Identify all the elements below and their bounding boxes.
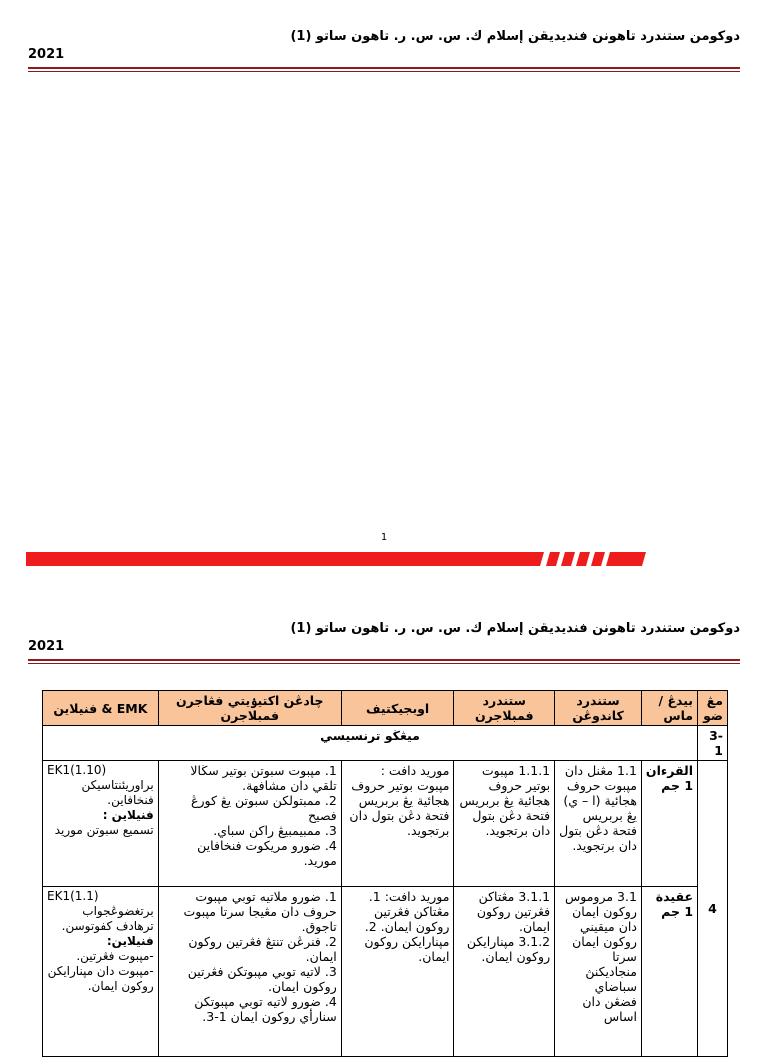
header-rule	[28, 659, 740, 661]
row-objective: موريد دافت : مڽبوت بوتير حروف هجائية يڠ بربريس فتحة دڠن بتول دان برتجويد.	[341, 761, 454, 887]
document-title: دوكومن ستندرد تاهونن فنديديقن إسلام ك. س. س. ر. تاهون ساتو (1)	[290, 621, 740, 636]
page-header	[28, 28, 740, 72]
col-objective: اوبجيكتيف	[341, 691, 454, 726]
header-rule-thin	[28, 71, 740, 72]
row-content-standard: 1.1 مڠنل دان مڽبوت حروف هجائية (ا – ي) يڠ بربريس فتحة دڠن بتول دان برتجويد.	[555, 761, 642, 887]
col-week: مڠ ضو	[698, 691, 728, 726]
row-activities: 1. مڽبوت سبوتن بوتير سڬالا تلقي دان مشافهة. 2. ممبتولكن سبوتن يڠ كورڠ فصيح 3. ممبيمبيڠ راكن سباي. 4. ضورو مريكوت فنخافاين موريد.	[158, 761, 341, 887]
page-footer-band	[26, 552, 646, 566]
row-unit: عقيدة 1 جم	[641, 887, 697, 1057]
row-objective: موريد دافت: 1. مڠتاكن فڠرتين روكون ايمان. 2. مڽنارايكن روكون ايمان.	[341, 887, 454, 1057]
col-learning-standard: ستندرد فمبلاجرن	[454, 691, 555, 726]
page-header-2	[28, 620, 740, 664]
lesson-plan-table	[42, 690, 728, 1057]
header-rule	[28, 67, 740, 69]
row-emk: EK1(1.1) برتغضوڠجواب ترهادف كفوتوسن. فنيلاين: -مڽبوت فڠرتين. -مڽبوت دان مڽنارايكن روكون ايمان.	[43, 887, 159, 1057]
document-title: دوكومن ستندرد تاهونن فنديديقن إسلام ك. س. س. ر. تاهون ساتو (1)	[290, 29, 740, 44]
transition-label: ميڠڬو ترنسيسي	[43, 726, 698, 761]
week-number: 4	[698, 761, 728, 1057]
row-learning-standard: 3.1.1 مڠتاكن فڠرتين روكون ايمان. 3.1.2 مڽنارايكن روكون ايمان.	[454, 887, 555, 1057]
table-row	[43, 887, 728, 1057]
row-emk: EK1(1.10) براوريئنتاسيكن فنخافاين. فنيلاين : تسميع سبوتن موريد	[43, 761, 159, 887]
col-emk: EMK & فنيلاين	[43, 691, 159, 726]
col-unit: بيدڠ / ماس	[641, 691, 697, 726]
col-activities: چادڠن اكتيۏيتي فڠاجرن فمبلاجرن	[158, 691, 341, 726]
header-rule-thin	[28, 663, 740, 664]
table-header-row	[43, 691, 728, 726]
row-activities: 1. ضورو ملاتيه توبي مڽبوت حروف دان مڠيجا سرتا مڽبوت تاجوق. 2. فنرڠن تنتڠ فڠرتين روكون ايمان. 3. لاتيه توبي مڽبوتكن فڠرتين روكون ايمان. 4. ضورو لاتيه توبي مڽبوتكن سنارأي روكون ايمان 1-3.	[158, 887, 341, 1057]
row-learning-standard: 1.1.1 مڽبوت بوتير حروف هجائية يڠ بربريس فتحة دڠن بتول دان برتجويد.	[454, 761, 555, 887]
page-number: 1	[380, 532, 388, 543]
table-row-transition	[43, 726, 728, 761]
document-year: 2021	[28, 47, 65, 62]
col-content-standard: ستندرد كاندوڠن	[555, 691, 642, 726]
table-row	[43, 761, 728, 887]
row-unit: القرءان 1 جم	[641, 761, 697, 887]
row-content-standard: 3.1 مروموس روكون ايمان دان ميقيني روكون ايمان سرتا منجاديكنڽ سباضاي فضڠن دان اساس	[555, 887, 642, 1057]
transition-week: 3-1	[698, 726, 728, 761]
document-year: 2021	[28, 639, 65, 654]
